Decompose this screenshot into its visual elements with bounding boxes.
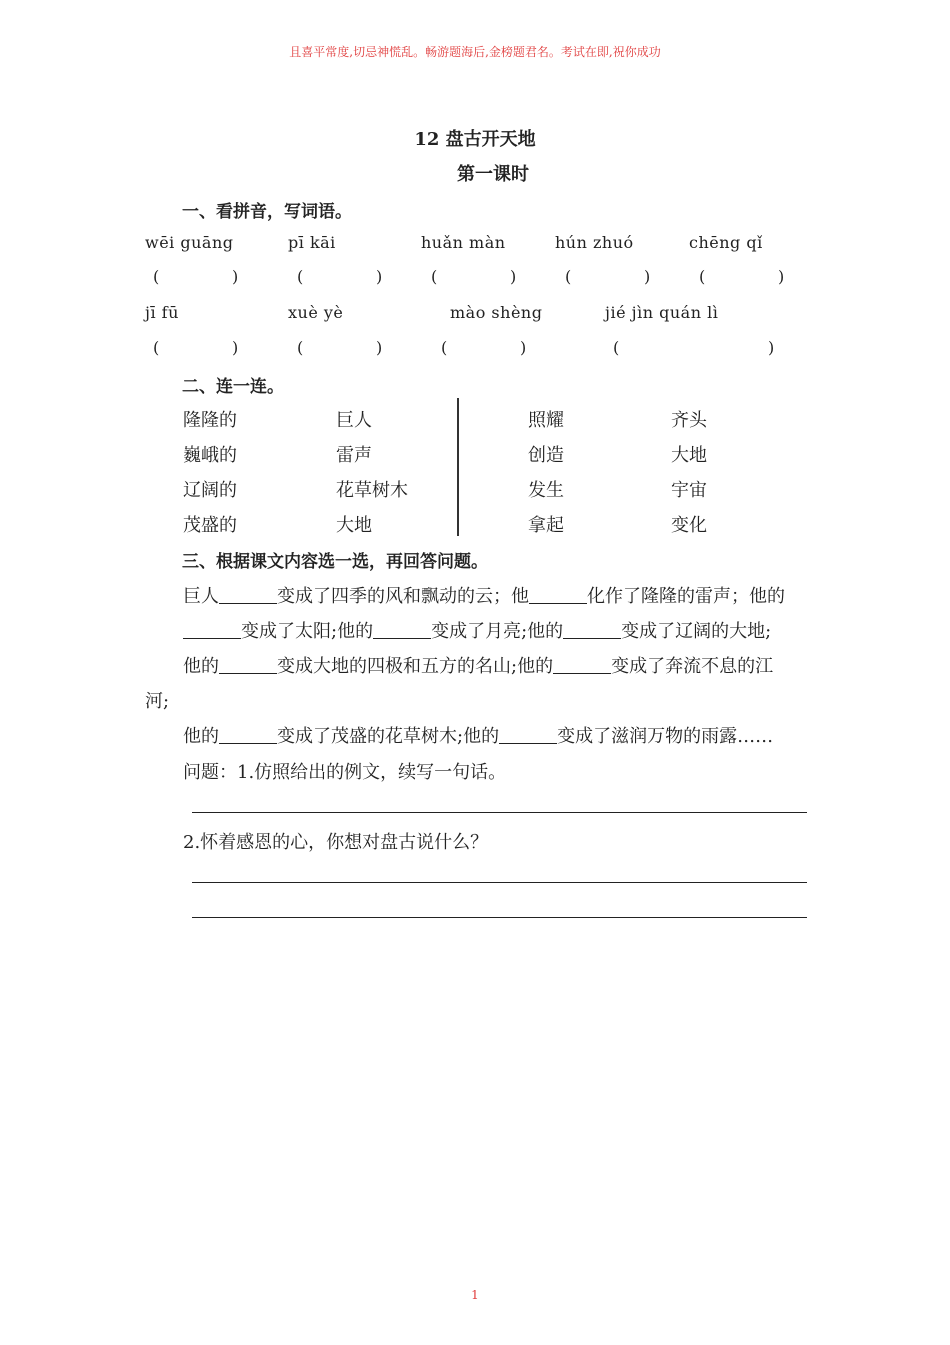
answer-line[interactable] [192, 917, 807, 918]
match-word: 大地 [336, 515, 372, 536]
passage-line: 巨人 变成了四季的风和飘动的云；他 化作了隆隆的雷声；他的 [183, 586, 785, 607]
answer-paren-close: ) [232, 267, 239, 286]
fill-blank[interactable] [553, 655, 611, 674]
fill-blank[interactable] [219, 585, 277, 604]
fill-blank[interactable] [373, 620, 431, 639]
column-divider [457, 398, 459, 536]
passage-line: 变成了太阳;他的 变成了月亮;他的 变成了辽阔的大地; [183, 617, 771, 643]
fill-blank[interactable] [529, 585, 587, 604]
answer-paren-open: ( [565, 267, 572, 286]
section1-heading: 一、看拼音，写词语。 [182, 202, 352, 222]
pinyin-item: jié jìn quán lì [605, 303, 719, 322]
answer-paren-open: ( [699, 267, 706, 286]
page-subtitle: 第一课时 [457, 164, 529, 185]
match-word: 创造 [528, 445, 564, 466]
section3-heading: 三、根据课文内容选一选，再回答问题。 [182, 552, 488, 572]
fill-blank[interactable] [499, 725, 557, 744]
answer-line[interactable] [192, 812, 807, 813]
answer-paren-close: ) [644, 267, 651, 286]
answer-paren-close: ) [768, 338, 775, 357]
fill-blank[interactable] [219, 655, 277, 674]
answer-paren-open: ( [297, 338, 304, 357]
fill-blank[interactable] [219, 725, 277, 744]
match-word: 隆隆的 [183, 410, 237, 431]
passage-line: 他的 变成大地的四极和五方的名山;他的 变成了奔流不息的江 [183, 656, 774, 677]
passage-line: 河; [145, 691, 170, 712]
fill-blank[interactable] [563, 620, 621, 639]
answer-paren-close: ) [376, 338, 383, 357]
match-word: 齐头 [671, 410, 707, 431]
answer-paren-close: ) [778, 267, 785, 286]
answer-paren-open: ( [431, 267, 438, 286]
answer-line[interactable] [192, 882, 807, 883]
match-word: 拿起 [528, 515, 564, 536]
match-word: 变化 [671, 515, 707, 536]
answer-paren-close: ) [510, 267, 517, 286]
match-word: 雷声 [336, 445, 372, 466]
page-title: 12 盘古开天地 [414, 129, 536, 150]
pinyin-item: pī kāi [288, 233, 336, 252]
answer-paren-open: ( [613, 338, 620, 357]
answer-paren-open: ( [153, 338, 160, 357]
match-word: 巍峨的 [183, 445, 237, 466]
match-word: 花草树木 [336, 480, 408, 501]
match-word: 茂盛的 [183, 515, 237, 536]
match-word: 辽阔的 [183, 480, 237, 501]
answer-paren-open: ( [297, 267, 304, 286]
question-1: 问题：1.仿照给出的例文，续写一句话。 [183, 762, 507, 783]
pinyin-item: hún zhuó [555, 233, 634, 252]
match-word: 巨人 [336, 410, 372, 431]
match-word: 发生 [528, 480, 564, 501]
pinyin-item: mào shèng [450, 303, 543, 322]
answer-paren-close: ) [520, 338, 527, 357]
pinyin-item: wēi guāng [145, 233, 234, 252]
section2-heading: 二、连一连。 [182, 377, 284, 397]
pinyin-item: xuè yè [288, 303, 344, 322]
header-banner: 且喜平常度,切忌神慌乱。畅游题海后,金榜题君名。考试在即,祝你成功 [289, 45, 661, 59]
pinyin-item: huǎn màn [421, 233, 506, 252]
pinyin-item: chēng qǐ [689, 233, 763, 252]
question-2: 2.怀着感恩的心，你想对盘古说什么？ [183, 832, 489, 853]
passage-line: 他的 变成了茂盛的花草树木;他的 变成了滋润万物的雨露…… [183, 726, 774, 747]
page-number: 1 [471, 1288, 479, 1302]
match-word: 照耀 [528, 410, 564, 431]
answer-paren-close: ) [376, 267, 383, 286]
answer-paren-open: ( [441, 338, 448, 357]
answer-paren-close: ) [232, 338, 239, 357]
fill-blank[interactable] [183, 620, 241, 639]
answer-paren-open: ( [153, 267, 160, 286]
pinyin-item: jī fū [145, 303, 179, 322]
match-word: 大地 [671, 445, 707, 466]
match-word: 宇宙 [671, 480, 707, 501]
